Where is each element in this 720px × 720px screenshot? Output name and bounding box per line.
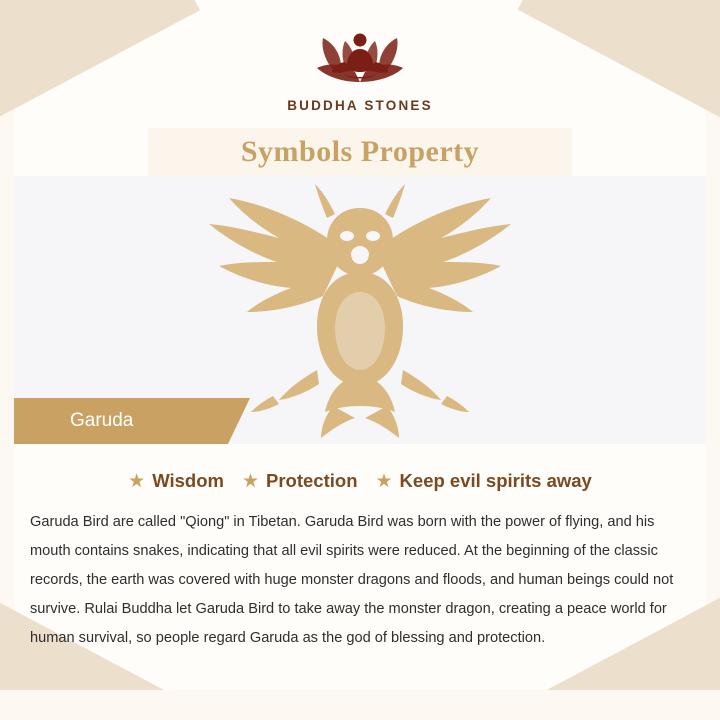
symbol-name: Garuda xyxy=(70,410,134,431)
keyword-item xyxy=(128,470,224,492)
page-title: Symbols Property xyxy=(240,135,480,168)
star-icon: ★ xyxy=(375,470,393,492)
star-icon: ★ xyxy=(241,470,260,492)
brand-logo xyxy=(0,22,720,113)
title-bar xyxy=(148,128,572,176)
brand-name: BUDDHA STONES xyxy=(287,98,433,113)
keyword-label: Wisdom xyxy=(152,470,224,491)
keyword-label: Protection xyxy=(266,470,358,491)
keyword-list xyxy=(0,470,720,492)
symbol-name-ribbon xyxy=(14,398,228,444)
bottom-band xyxy=(0,690,720,720)
keyword-item xyxy=(242,470,358,492)
keyword-item xyxy=(376,470,592,492)
keyword-label: Keep evil spirits away xyxy=(399,470,592,491)
star-icon: ★ xyxy=(128,470,146,492)
lotus-meditation-icon xyxy=(285,22,435,94)
description-paragraph: Garuda Bird are called "Qiong" in Tibetan. Garuda Bird was born with the power of flying, and his mouth contains snakes, indicating that all evil spirits were reduced. At the beginning of the classic records, the earth was covered with huge monster dragons and floods, and human beings could not survive. Rulai Buddha let Garuda Bird to take away the monster dragon, creating a peace world for human survival, so people regard Garuda as the god of blessing and protection. xyxy=(30,514,674,646)
